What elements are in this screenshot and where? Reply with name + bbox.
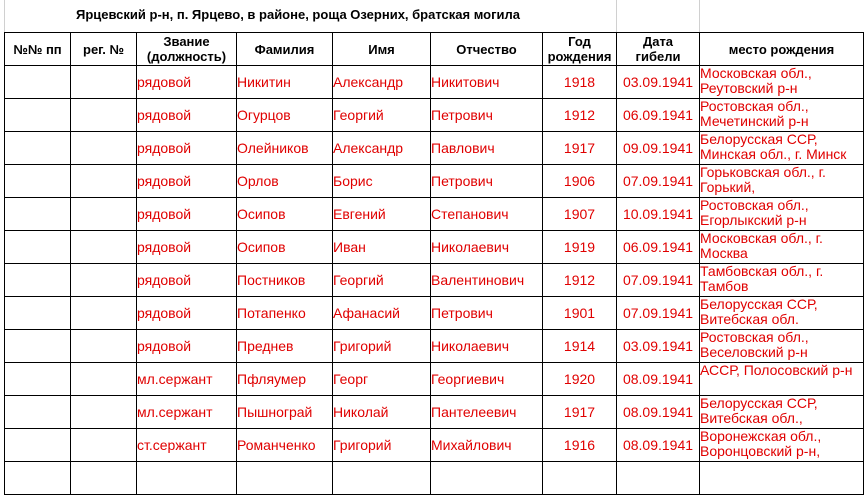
num-cell [5,165,71,198]
empty-cell [333,462,431,495]
birth-year-cell: 1916 [543,429,617,462]
table-row [5,231,864,264]
table-body [5,66,864,495]
num-cell [5,264,71,297]
birth-year-cell: 1912 [543,99,617,132]
birthplace-line2: Витебская обл. [700,311,799,327]
birthplace-line1: Белорусская ССР, [700,296,818,312]
rank-cell: мл.сержант [137,396,237,429]
empty-cell [137,462,237,495]
title-row [0,0,867,32]
rank-cell: рядовой [137,132,237,165]
name-cell: Георгий [333,264,431,297]
header-reg: рег. № [71,33,137,66]
birthplace-cell [700,264,864,297]
patronymic-cell: Степанович [431,198,543,231]
surname-cell: Постников [237,264,333,297]
burial-table [4,32,864,495]
num-cell [5,99,71,132]
birth-year-cell: 1906 [543,165,617,198]
empty-cell [617,462,700,495]
surname-cell: Пфляумер [237,363,333,396]
surname-cell: Пышнограй [237,396,333,429]
table-row [5,165,864,198]
birthplace-line2: Горький, [700,179,756,195]
birthplace-line1: Московская обл., [700,65,812,81]
birthplace-cell [700,66,864,99]
table-row [5,198,864,231]
header-rank [137,33,237,66]
surname-cell: Никитин [237,66,333,99]
birthplace-cell [700,396,864,429]
death-date-cell: 07.09.1941 [617,264,700,297]
table-row [5,429,864,462]
birthplace-cell [700,132,864,165]
num-cell [5,363,71,396]
name-cell: Георгий [333,99,431,132]
death-date-cell: 08.09.1941 [617,429,700,462]
header-place: место рождения [700,33,864,66]
birthplace-line1: Московская обл., г. [700,230,823,246]
num-cell [5,429,71,462]
birthplace-cell [700,99,864,132]
death-date-cell: 10.09.1941 [617,198,700,231]
birth-year-cell: 1912 [543,264,617,297]
page-title: Ярцевский р-н, п. Ярцево, в районе, роща Озерних, братская могила [76,7,520,22]
table-row [5,330,864,363]
reg-cell [71,99,137,132]
birthplace-cell [700,297,864,330]
table-row-cut-off [5,462,864,495]
rank-cell: ст.сержант [137,429,237,462]
surname-cell: Романченко [237,429,333,462]
rank-cell: рядовой [137,66,237,99]
surname-cell: Осипов [237,198,333,231]
num-cell [5,396,71,429]
table-row [5,66,864,99]
num-cell [5,330,71,363]
rank-cell: рядовой [137,165,237,198]
birth-year-cell: 1901 [543,297,617,330]
name-cell: Георг [333,363,431,396]
header-rank-line1: Звание [163,34,210,49]
header-num: №№ пп [5,33,71,66]
rank-cell: рядовой [137,231,237,264]
birthplace-cell [700,231,864,264]
patronymic-cell: Петрович [431,165,543,198]
rank-cell: мл.сержант [137,363,237,396]
birthplace-line2: Тамбов [700,278,749,294]
reg-cell [71,330,137,363]
patronymic-cell: Валентинович [431,264,543,297]
table-row [5,99,864,132]
birthplace-line1: АССР, Полосовский р-н [700,362,853,378]
death-date-cell: 06.09.1941 [617,231,700,264]
gridline [616,0,617,32]
death-date-cell: 07.09.1941 [617,297,700,330]
birthplace-line2: Реутовский р-н [700,80,798,96]
birthplace-cell [700,198,864,231]
header-row [5,33,864,66]
empty-cell [237,462,333,495]
birth-year-cell: 1920 [543,363,617,396]
surname-cell: Олейников [237,132,333,165]
rank-cell: рядовой [137,264,237,297]
reg-cell [71,297,137,330]
table-row [5,297,864,330]
num-cell [5,66,71,99]
name-cell: Афанасий [333,297,431,330]
surname-cell: Потапенко [237,297,333,330]
num-cell [5,297,71,330]
reg-cell [71,363,137,396]
empty-cell [431,462,543,495]
reg-cell [71,231,137,264]
num-cell [5,231,71,264]
birth-year-cell: 1907 [543,198,617,231]
name-cell: Борис [333,165,431,198]
name-cell: Евгений [333,198,431,231]
header-surname: Фамилия [237,33,333,66]
birth-year-cell: 1918 [543,66,617,99]
birthplace-line1: Ростовская обл., [700,197,809,213]
table-row [5,363,864,396]
birth-year-cell: 1917 [543,396,617,429]
birthplace-line2: Мечетинский р-н [700,113,809,129]
patronymic-cell: Михайлович [431,429,543,462]
death-date-cell: 03.09.1941 [617,66,700,99]
death-date-cell: 08.09.1941 [617,396,700,429]
patronymic-cell: Петрович [431,297,543,330]
birthplace-cell [700,429,864,462]
surname-cell: Преднев [237,330,333,363]
birthplace-cell [700,165,864,198]
patronymic-cell: Николаевич [431,231,543,264]
empty-cell [71,462,137,495]
death-date-cell: 09.09.1941 [617,132,700,165]
reg-cell [71,429,137,462]
surname-cell: Осипов [237,231,333,264]
patronymic-cell: Петрович [431,99,543,132]
reg-cell [71,132,137,165]
patronymic-cell: Павлович [431,132,543,165]
death-date-cell: 03.09.1941 [617,330,700,363]
num-cell [5,198,71,231]
name-cell: Александр [333,66,431,99]
gridline [4,0,5,32]
rank-cell: рядовой [137,330,237,363]
header-birth-line2: рождения [547,49,612,64]
birthplace-line2: Воронцовский р-н, [700,443,821,459]
birthplace-line2: Веселовский р-н [700,344,808,360]
patronymic-cell: Никитович [431,66,543,99]
empty-cell [700,462,864,495]
death-date-cell: 06.09.1941 [617,99,700,132]
birthplace-line1: Ростовская обл., [700,98,809,114]
birthplace-cell [700,363,864,396]
name-cell: Иван [333,231,431,264]
birth-year-cell: 1917 [543,132,617,165]
table-row [5,132,864,165]
death-date-cell: 07.09.1941 [617,165,700,198]
header-patronymic: Отчество [431,33,543,66]
death-date-cell: 08.09.1941 [617,363,700,396]
reg-cell [71,198,137,231]
birthplace-line2: Егорлыкский р-н [700,212,807,228]
name-cell: Григорий [333,330,431,363]
birth-year-cell: 1914 [543,330,617,363]
rank-cell: рядовой [137,99,237,132]
birthplace-line1: Тамбовская обл., г. [700,263,824,279]
patronymic-cell: Николаевич [431,330,543,363]
birth-year-cell: 1919 [543,231,617,264]
num-cell [5,132,71,165]
header-name: Имя [333,33,431,66]
name-cell: Григорий [333,429,431,462]
rank-cell: рядовой [137,297,237,330]
birthplace-line1: Ростовская обл., [700,329,809,345]
table-row [5,396,864,429]
birthplace-line1: Воронежская обл., [700,428,822,444]
birthplace-line1: Белорусская ССР, [700,395,818,411]
header-death [617,33,700,66]
birthplace-line2: Минская обл., г. Минск [700,146,847,162]
reg-cell [71,66,137,99]
header-birth [543,33,617,66]
empty-cell [5,462,71,495]
surname-cell: Орлов [237,165,333,198]
header-death-line2: гибели [635,49,681,64]
reg-cell [71,264,137,297]
birthplace-line2: Витебская обл., [700,410,803,426]
birthplace-cell [700,330,864,363]
surname-cell: Огурцов [237,99,333,132]
reg-cell [71,396,137,429]
birthplace-line2: Москва [700,245,748,261]
patronymic-cell: Пантелеевич [431,396,543,429]
empty-cell [543,462,617,495]
table-row [5,264,864,297]
patronymic-cell: Георгиевич [431,363,543,396]
header-death-line1: Дата [642,34,674,49]
name-cell: Александр [333,132,431,165]
header-rank-line2: (должность) [146,49,227,64]
birthplace-line1: Белорусская ССР, [700,131,818,147]
rank-cell: рядовой [137,198,237,231]
reg-cell [71,165,137,198]
gridline [699,0,700,32]
name-cell: Николай [333,396,431,429]
header-birth-line1: Год [568,34,591,49]
birthplace-line1: Горьковская обл., г. [700,164,826,180]
